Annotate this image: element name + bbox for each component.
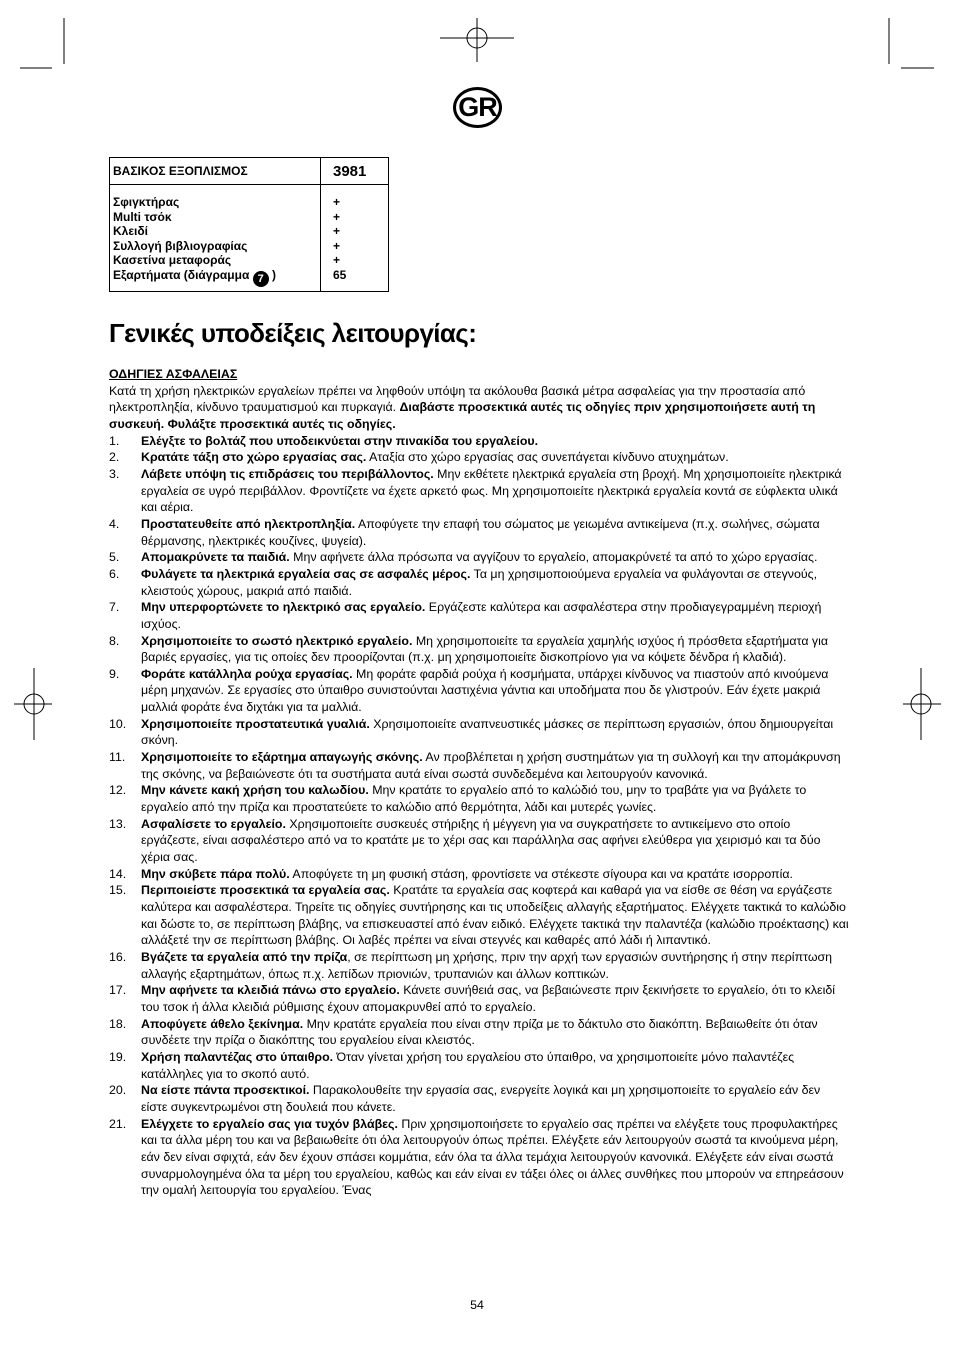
safety-rule-text: [141, 666, 849, 716]
safety-rule-bold: Χρησιμοποιείτε το εξάρτημα απαγωγής σκόνης.: [141, 750, 423, 765]
safety-rule-text: [141, 516, 849, 549]
safety-rule: [109, 633, 849, 666]
equipment-value: 65: [333, 267, 347, 282]
safety-rule: [109, 466, 849, 516]
safety-rule-number: 9.: [109, 666, 120, 681]
safety-rule-bold: Αποφύγετε άθελο ξεκίνημα.: [141, 1016, 304, 1031]
safety-rule: [109, 433, 849, 450]
safety-rule-number: 10.: [109, 716, 127, 731]
safety-rule: [109, 1082, 849, 1115]
equipment-value: +: [333, 253, 341, 268]
safety-rule-number: 3.: [109, 466, 120, 481]
safety-rule-body: Μη χρησιμοποιείτε τα εργαλεία χαμηλής ισχύος ή πρόσθετα εξαρτήματα για βαριές εργασίες, για τις οποίες δεν προορίζονται (π.χ. μη χρησιμοποιείτε δισκοπρίονο για να κόψετε δένδρα ή κλαδιά).: [141, 633, 829, 665]
safety-rule-number: 21.: [109, 1116, 127, 1131]
safety-rule-number: 19.: [109, 1049, 127, 1064]
safety-rule-number: 13.: [109, 816, 127, 831]
equipment-table-body: [110, 185, 389, 292]
safety-rule: [109, 449, 849, 466]
equipment-label: Multi τσόκ: [113, 209, 172, 224]
safety-rule-bold: Χρησιμοποιείτε το σωστό ηλεκτρικό εργαλείο.: [141, 633, 413, 648]
safety-rule-body: Παρακολουθείτε την εργασία σας, ενεργείτε λογικά και μη χρησιμοποιείτε το εργαλείο εάν δεν είστε συγκεντρωμένοι στη δουλειά που κάνετε.: [141, 1083, 821, 1114]
safety-rule: [109, 1116, 849, 1199]
safety-rule-body: Χρησιμοποιείτε συσκευές στήριξης ή μέγγενη για να συγκρατήσετε το αντικείμενο στο οποίο εργάζεστε, είναι ασφαλέστερο από να το κρατάτε με το χέρι σας και παράλληλα σας αφήνει ελεύθερα για χειρισμό και τα δύο χέρια σας.: [141, 816, 821, 865]
equipment-value: +: [333, 224, 341, 239]
safety-rule: [109, 749, 849, 782]
safety-rule: [109, 949, 849, 982]
safety-rule-number: 16.: [109, 949, 127, 964]
safety-rule-body: Αποφύγετε την επαφή του σώματος με γειωμένα αντικείμενα (π.χ. σωλήνες, σώματα θέρμανσης, ηλεκτρικές κουζίνες, ψυγεία).: [141, 516, 820, 548]
safety-rule-bold: Απομακρύνετε τα παιδιά.: [141, 550, 290, 565]
safety-section: [109, 366, 849, 1199]
equipment-value: +: [333, 238, 341, 253]
safety-rule-text: [141, 1082, 849, 1115]
equipment-label: Κλειδί: [113, 224, 148, 239]
safety-rule: [109, 1049, 849, 1082]
safety-rule-bold: Μην κάνετε κακή χρήση του καλωδίου.: [141, 783, 369, 798]
safety-rule-text: [141, 433, 849, 450]
equipment-label: Κασετίνα μεταφοράς: [113, 253, 232, 268]
safety-rule-bold: Προστατευθείτε από ηλεκτροπληξία.: [141, 516, 356, 531]
safety-rule: [109, 516, 849, 549]
safety-rule-body: Χρησιμοποιείτε αναπνευστικές μάσκες σε περίπτωση εργασιών, όπου δημιουργείται σκόνη.: [141, 716, 834, 748]
safety-rule-bold: Μην σκύβετε πάρα πολύ.: [141, 866, 290, 881]
equipment-table: [109, 157, 389, 292]
safety-rule-body: Μην κρατάτε εργαλεία που είναι στην πρίζα με το δάκτυλο στο διακόπτη. Βεβαιωθείτε ότι όταν συνδέετε την πρίζα ο διακόπτης του εργαλείου είναι κλειστός.: [141, 1016, 818, 1048]
safety-rule-body: Αν προβλέπεται η χρήση συστημάτων για τη συλλογή και την απομάκρυνση της σκόνης, να βεβαιώνεστε ότι τα συστήματα αυτά είναι σωστά συνδεδεμένα και λειτουργούν κανονικά.: [141, 750, 841, 781]
safety-rule-number: 20.: [109, 1083, 127, 1098]
safety-rule-body: Πριν χρησιμοποιήσετε το εργαλείο σας πρέπει να ελέγξετε τους προφυλακτήρες και τα άλλα μέρη του και να βεβαιωθείτε ότι όλα λειτουργούν όπως πρέπει. Ελέγξετε εάν λειτουργούν σωστά τα κινούμενα μέρη, εάν δεν είναι σφιχτά, εάν δεν έχουν σπάσει κομμάτια, εάν όλα τα άλλα τεμάχια λειτουργούν κανονικά. Ελέγξετε εάν είναι σωστά συναρμολογημένα όλα τα μέρη του εργαλείου, καθώς και εάν είναι εν τάξει όλες οι άλλες συνθήκες που μπορούν να επηρεάσουν την ομαλή λειτουργία του εργαλείου. Ένας: [141, 1116, 844, 1198]
safety-intro-bold: Διαβάστε προσεκτικά αυτές τις οδηγίες πριν χρησιμοποιήσετε αυτή τη συσκευή. Φυλάξτε προσεκτικά αυτές τις οδηγίες.: [109, 400, 816, 431]
equipment-label-suffix: ): [272, 267, 277, 282]
safety-rule-text: [141, 716, 849, 749]
safety-rule-text: [141, 1016, 849, 1049]
safety-rule-number: 8.: [109, 633, 120, 648]
safety-rule-bold: Ελέγχετε το εργαλείο σας για τυχόν βλάβες.: [141, 1116, 398, 1131]
safety-rule: [109, 816, 849, 866]
safety-rule-body: Κάνετε συνήθειά σας, να βεβαιώνεστε πριν ξεκινήσετε το εργαλείο, ότι το κλειδί του τσοκ ή άλλα κλειδιά ρύθμισης έχουν απομακρυνθεί από το εργαλείο.: [141, 983, 835, 1014]
safety-rule-text: [141, 1049, 849, 1082]
equipment-label: Σφιγκτήρας: [113, 195, 180, 209]
safety-rule-number: 12.: [109, 783, 127, 798]
safety-rule: [109, 666, 849, 716]
safety-rule-text: [141, 566, 849, 599]
safety-rule-bold: Ασφαλίσετε το εργαλείο.: [141, 816, 286, 831]
safety-rule: [109, 549, 849, 566]
safety-heading: ΟΔΗΓΙΕΣ ΑΣΦΑΛΕΙΑΣ: [109, 367, 238, 381]
safety-rule-body: Κρατάτε τα εργαλεία σας κοφτερά και καθαρά για να είσθε σε θέση να εργάζεστε καλύτερα και ασφαλέστερα. Τηρείτε τις οδηγίες συντήρησης και τις υποδείξεις αλλαγής εξαρτήματος. Ελέγχετε τακτικά το καλώδιο και δώστε το, σε περίπτωση βλάβης, να επισκευαστεί από έναν ειδικό. Ελέγχετε τακτικά την παλαντέζα (καλώδιο προέκτασης) και αλλάξετέ την σε περίπτωση βλάβης. Οι λαβές πρέπει να είναι στεγνές και καθαρές από λάδι ή λιπαντικό.: [141, 883, 849, 948]
safety-rule: [109, 782, 849, 815]
safety-rule-number: 17.: [109, 983, 127, 998]
safety-rule-body: Μη φοράτε φαρδιά ρούχα ή κοσμήματα, υπάρχει κίνδυνος να πιαστούν από κινούμενα μέρη μηχανών. Σε εργασίες στο ύπαιθρο συνιστούνται λαστιχένια γάντια και υποδήματα που δε γλιστρούν. Εάν έχετε μακριά μαλλιά φοράτε ένα διχτάκι για τα μαλλιά.: [141, 666, 829, 715]
safety-rule-body: , σε περίπτωση μη χρήσης, πριν την αρχή των εργασιών συντήρησης ή στην περίπτωση αλλαγής εξαρτημάτων, όπως π.χ. λεπίδων πριονιών, τρυπανιών και άλλων κοπτικών.: [141, 949, 833, 981]
equipment-label-accessories: [113, 268, 317, 287]
equipment-values: [321, 185, 389, 292]
safety-intro-text: Κατά τη χρήση ηλεκτρικών εργαλείων πρέπει να ληφθούν υπόψη τα ακόλουθα βασικά μέτρα ασφαλείας για την προστασία από ηλεκτροπληξία, κίνδυνο τραυματισμού και πυρκαγιά.: [109, 383, 806, 415]
safety-rule-bold: Να είστε πάντα προσεκτικοί.: [141, 1083, 310, 1098]
equipment-header-label: ΒΑΣΙΚΟΣ ΕΞΟΠΛΙΣΜΟΣ: [110, 158, 321, 185]
safety-rule-bold: Μην υπερφορτώνετε το ηλεκτρικό σας εργαλείο.: [141, 600, 426, 615]
safety-rule-text: [141, 982, 849, 1015]
equipment-header-model: 3981: [321, 158, 389, 185]
safety-rules-list: [109, 433, 849, 1199]
safety-rule-body: Τα μη χρησιμοποιούμενα εργαλεία να φυλάγονται σε στεγνούς, κλειστούς χώρους, μακριά από παιδιά.: [141, 566, 818, 598]
safety-rule-bold: Φυλάγετε τα ηλεκτρικά εργαλεία σας σε ασφαλές μέρος.: [141, 566, 471, 581]
safety-rule: [109, 566, 849, 599]
safety-rule-text: [141, 599, 849, 632]
equipment-value: +: [333, 195, 341, 209]
safety-rule-text: [141, 882, 849, 949]
safety-rule-number: 14.: [109, 866, 127, 881]
safety-rule: [109, 866, 849, 883]
safety-rule: [109, 982, 849, 1015]
safety-rule-text: [141, 1116, 849, 1199]
safety-rule-bold: Μην αφήνετε τα κλειδιά πάνω στο εργαλείο.: [141, 983, 400, 998]
safety-rule-body: Αταξία στο χώρο εργασίας σας συνεπάγεται κίνδυνο ατυχημάτων.: [366, 450, 729, 465]
safety-rule-number: 2.: [109, 450, 120, 465]
safety-rule-bold: Χρήση παλαντέζας στο ύπαιθρο.: [141, 1049, 334, 1064]
equipment-labels: [110, 185, 321, 292]
safety-rule-number: 1.: [109, 433, 120, 448]
safety-rule-text: [141, 949, 849, 982]
safety-rule-bold: Κρατάτε τάξη στο χώρο εργασίας σας.: [141, 450, 367, 465]
language-badge: GR: [453, 87, 502, 128]
equipment-table-header: [110, 158, 389, 185]
safety-rule: [109, 882, 849, 949]
safety-rule-bold: Χρησιμοποιείτε προστατευτικά γυαλιά.: [141, 716, 370, 731]
equipment-label: Συλλογή βιβλιογραφίας: [113, 238, 248, 253]
safety-rule-text: [141, 816, 849, 866]
safety-rule-number: 5.: [109, 550, 120, 565]
diagram-ref-icon: 7: [253, 271, 269, 287]
safety-rule-body: Μην αφήνετε άλλα πρόσωπα να αγγίζουν το εργαλείο, απομακρύνετέ τα από το χώρο εργασίας.: [289, 550, 818, 565]
safety-rule-text: [141, 782, 849, 815]
safety-rule-text: [141, 866, 849, 883]
safety-rule-text: [141, 749, 849, 782]
safety-rule-body: Εργάζεστε καλύτερα και ασφαλέστερα στην προδιαγεγραμμένη περιοχή ισχύος.: [141, 600, 822, 631]
safety-rule-number: 6.: [109, 566, 120, 581]
safety-rule-body: Αποφύγετε τη μη φυσική στάση, φροντίσετε να στέκεστε σίγουρα και να κρατάτε ισορροπία.: [289, 866, 793, 881]
safety-rule-body: Μην κρατάτε το εργαλείο από το καλώδιό του, μην το τραβάτε για να βγάλετε το εργαλείο από την πρίζα και προστατεύετε το καλώδιο από θερμότητα, λάδι και μυτερές γωνίες.: [141, 783, 807, 815]
safety-rule-bold: Λάβετε υπόψη τις επιδράσεις του περιβάλλοντος.: [141, 466, 434, 481]
safety-rule-number: 15.: [109, 883, 127, 898]
safety-rule-bold: Βγάζετε τα εργαλεία από την πρίζα: [141, 949, 348, 964]
equipment-label: Εξαρτήματα (διάγραμμα: [113, 267, 250, 282]
safety-rule-text: [141, 633, 849, 666]
safety-rule-bold: Ελέγξτε το βολτάζ που υποδεικνύεται στην πινακίδα του εργαλείου.: [141, 433, 539, 448]
safety-intro: [109, 383, 849, 433]
safety-rule-body: Μην εκθέτετε ηλεκτρικά εργαλεία στη βροχή. Μη χρησιμοποιείτε ηλεκτρικά εργαλεία σε υγρό περιβάλλον. Φροντίζετε να έχετε αρκετό φως. Μη χρησιμοποιείτε ηλεκτρικά εργαλεία κοντά σε εύφλεκτα υλικά και αέρια.: [141, 466, 842, 515]
page-title: Γενικές υποδείξεις λειτουργίας:: [109, 318, 477, 348]
safety-rule-text: [141, 466, 849, 516]
safety-rule: [109, 599, 849, 632]
safety-rule-number: 7.: [109, 600, 120, 615]
equipment-value: +: [333, 209, 341, 224]
safety-rule: [109, 1016, 849, 1049]
page-number: 54: [470, 1298, 484, 1312]
safety-rule-bold: Περιποιείστε προσεκτικά τα εργαλεία σας.: [141, 883, 390, 898]
safety-rule-number: 4.: [109, 516, 120, 531]
safety-rule: [109, 716, 849, 749]
safety-rule-number: 11.: [109, 750, 126, 765]
safety-rule-text: [141, 549, 849, 566]
safety-rule-text: [141, 449, 849, 466]
safety-rule-body: Όταν γίνεται χρήση του εργαλείου στο ύπαιθρο, να χρησιμοποιείτε μόνο παλαντέζες κατάλληλες για το σκοπό αυτό.: [141, 1049, 795, 1081]
safety-rule-number: 18.: [109, 1016, 127, 1031]
safety-rule-bold: Φοράτε κατάλληλα ρούχα εργασίας.: [141, 666, 353, 681]
